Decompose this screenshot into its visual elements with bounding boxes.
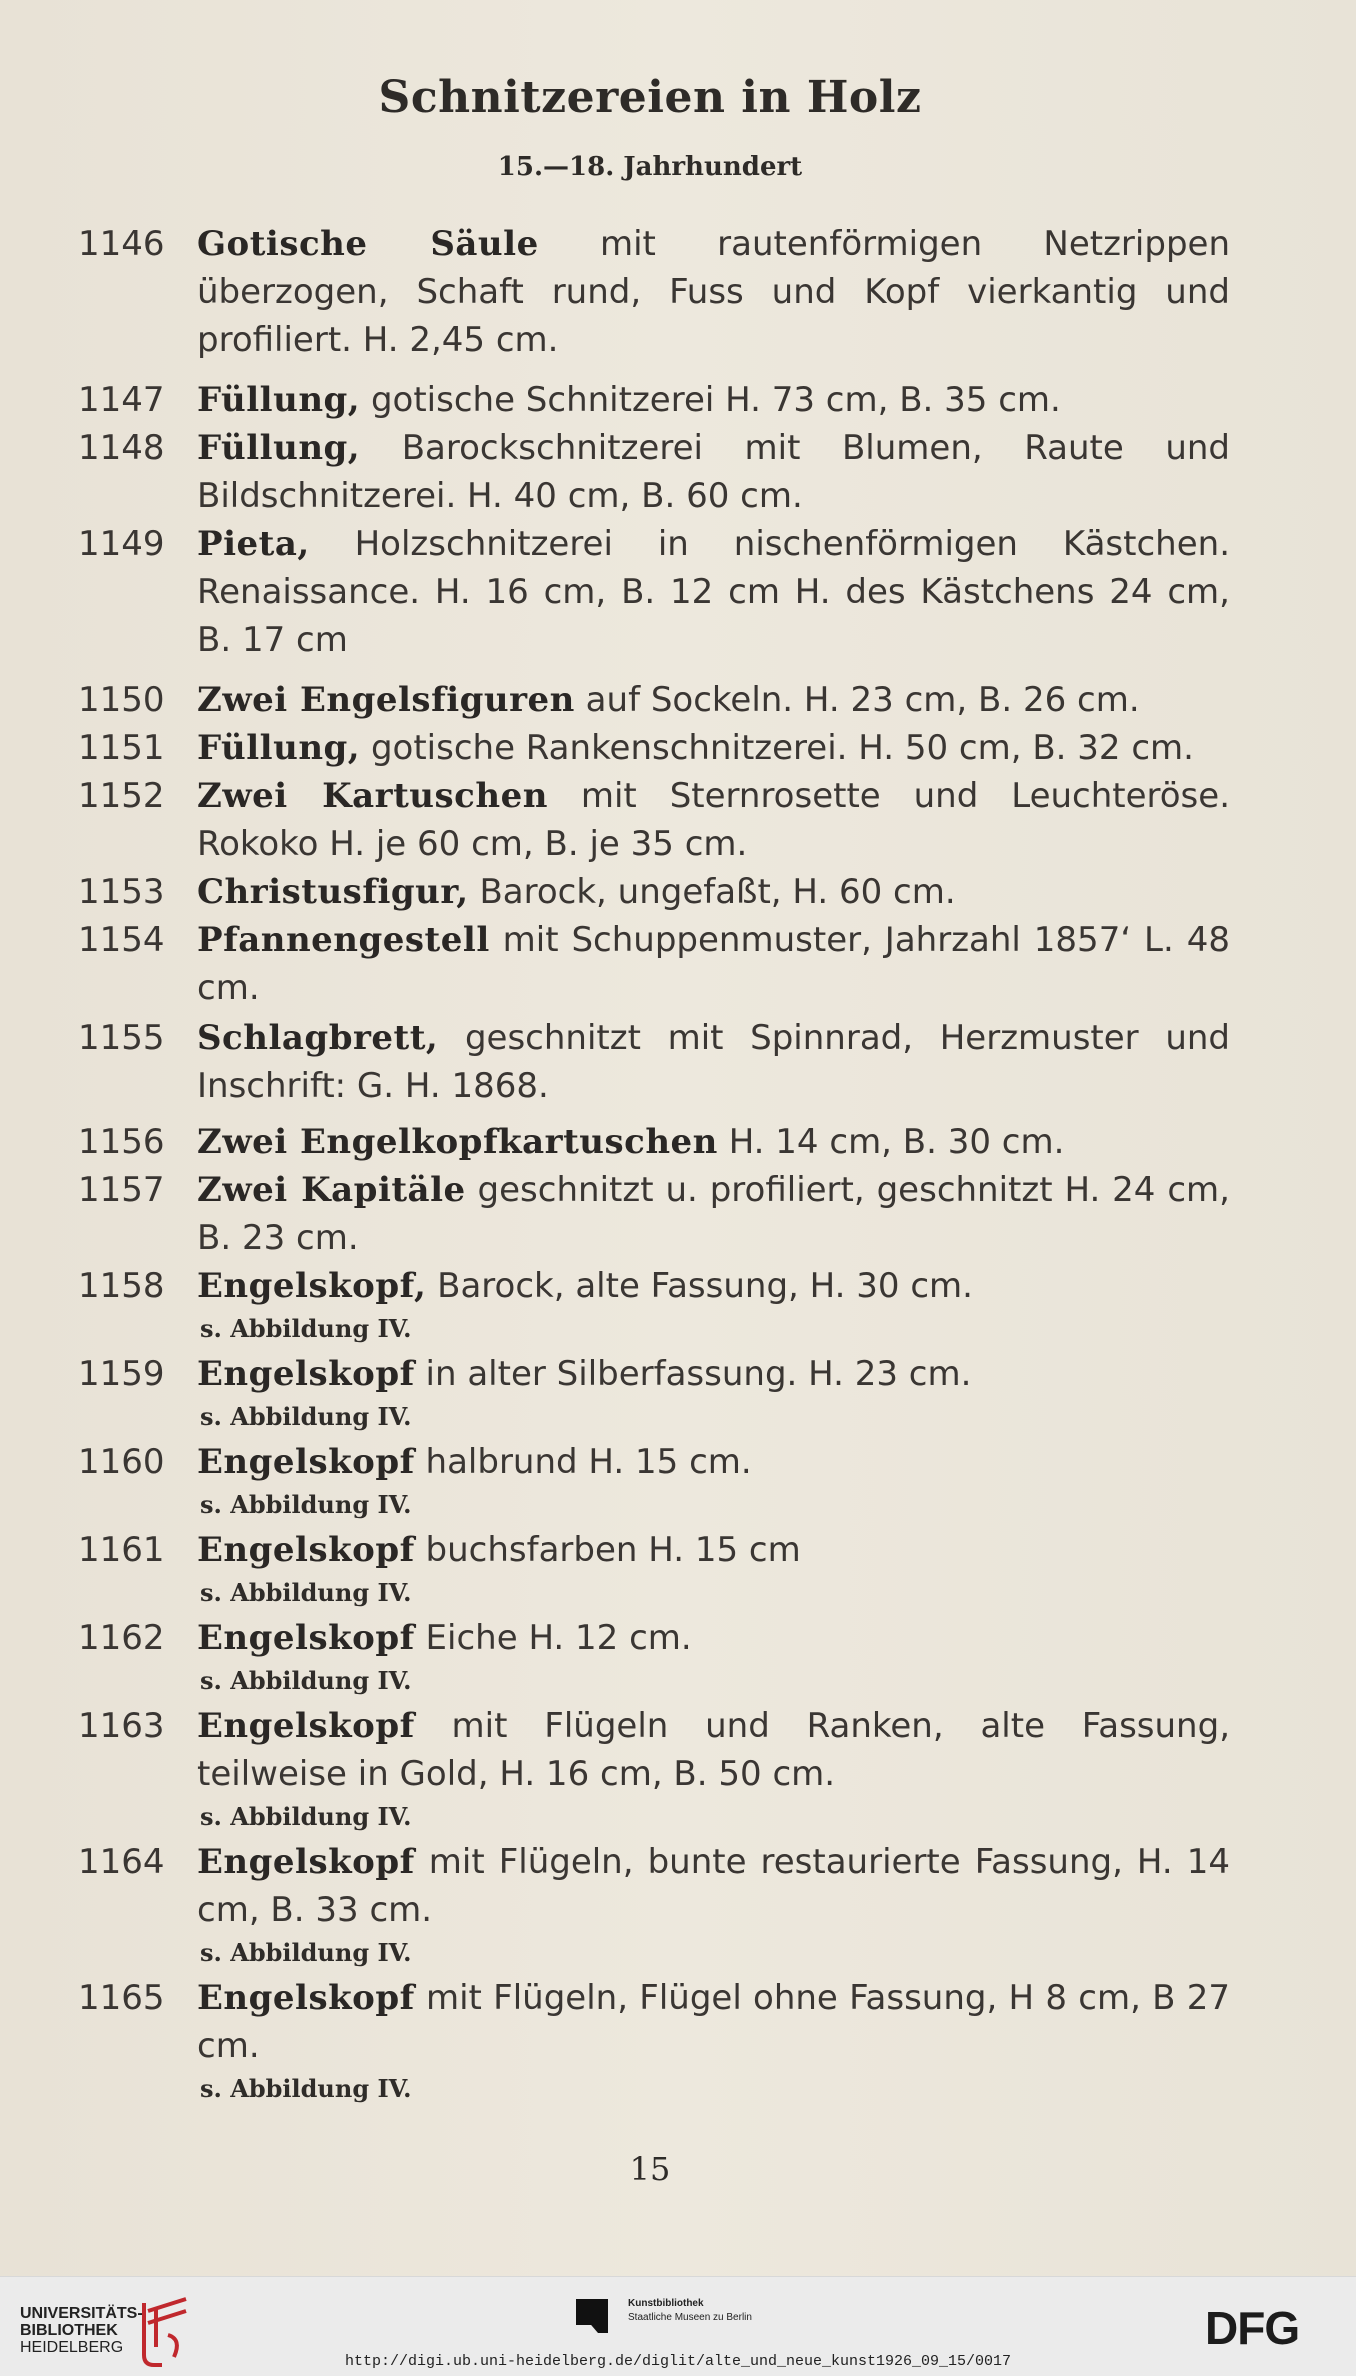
entry-number: 1156: [78, 1122, 165, 1162]
entry-description: [197, 1526, 1230, 1574]
entry-number: 1150: [78, 680, 165, 720]
entry-heading: Engelskopf: [197, 1978, 415, 2018]
entry-description: [197, 424, 1230, 520]
entry-number: 1164: [78, 1842, 165, 1882]
entry-number: 1151: [78, 728, 165, 768]
library-name-line: UNIVERSITÄTS-: [20, 2305, 143, 2322]
entry-text: mit Flügeln, bunte restaurierte Fassung, H. 14 cm, B. 33 cm.: [197, 1842, 1230, 1930]
entry-number: 1146: [78, 224, 165, 264]
entry-text: mit rautenförmigen Netzrippen überzogen, Schaft rund, Fuss und Kopf vierkantig und profiliert. H. 2,45 cm.: [197, 224, 1230, 360]
entry-description: [197, 1702, 1230, 1798]
entry-text: buchsfarben H. 15 cm: [414, 1530, 801, 1570]
entry-text: halbrund H. 15 cm.: [414, 1442, 752, 1482]
entry-heading: Engelskopf: [197, 1618, 415, 1658]
digitization-footer: [0, 2276, 1356, 2376]
entry-number: 1147: [78, 380, 165, 420]
entry-description: [197, 916, 1230, 1012]
entry-text: auf Sockeln. H. 23 cm, B. 26 cm.: [574, 680, 1140, 720]
entry-number: 1165: [78, 1978, 165, 2018]
entry-description: [197, 1166, 1230, 1262]
entry-heading: Engelskopf: [197, 1530, 415, 1570]
entry-description: [197, 1262, 1230, 1310]
entry-text: mit Sternrosette und Leuchteröse. Rokoko H. je 60 cm, B. je 35 cm.: [197, 776, 1231, 864]
entry-description: [197, 1974, 1230, 2070]
entry-text: geschnitzt mit Spinnrad, Herzmuster und Inschrift: G. H. 1868.: [197, 1018, 1230, 1106]
library-name: [20, 2305, 143, 2356]
figure-reference: s. Abbildung IV.: [200, 2074, 412, 2103]
entry-heading: Pieta,: [197, 524, 310, 564]
entry-description: [197, 868, 1230, 916]
library-name-line: HEIDELBERG: [20, 2339, 124, 2356]
entry-text: Barockschnitzerei mit Blumen, Raute und Bildschnitzerei. H. 40 cm, B. 60 cm.: [197, 428, 1230, 516]
entry-description: [197, 1438, 1230, 1486]
figure-reference: s. Abbildung IV.: [200, 1314, 412, 1343]
figure-reference: s. Abbildung IV.: [200, 1578, 412, 1607]
entry-description: [197, 520, 1230, 664]
entry-number: 1159: [78, 1354, 165, 1394]
entry-number: 1148: [78, 428, 165, 468]
figure-reference: s. Abbildung IV.: [200, 1402, 412, 1431]
entry-number: 1162: [78, 1618, 165, 1658]
entry-number: 1155: [78, 1018, 165, 1058]
entry-number: 1152: [78, 776, 165, 816]
entry-text: mit Schuppenmuster, Jahrzahl 1857‘ L. 48 cm.: [197, 920, 1230, 1008]
kunstbibliothek-name-line: Kunstbibliothek: [628, 2298, 704, 2309]
entry-heading: Zwei Kapitäle: [197, 1170, 466, 1210]
entry-heading: Pfannengestell: [197, 920, 490, 960]
entry-text: Holzschnitzerei in nischenförmigen Kästchen. Renaissance. H. 16 cm, B. 12 cm H. des Kästchens 24 cm, B. 17 cm: [197, 524, 1230, 660]
entry-heading: Engelskopf: [197, 1354, 415, 1394]
figure-reference: s. Abbildung IV.: [200, 1666, 412, 1695]
figure-reference: s. Abbildung IV.: [200, 1490, 412, 1519]
entry-heading: Zwei Engelkopfkartuschen: [197, 1122, 718, 1162]
entry-heading: Engelskopf,: [197, 1266, 427, 1306]
library-name-line: BIBLIOTHEK: [20, 2322, 118, 2339]
entry-heading: Füllung,: [197, 728, 361, 768]
page-number: 15: [629, 2150, 671, 2188]
entry-description: [197, 1118, 1230, 1166]
entry-description: [197, 772, 1230, 868]
entry-text: H. 14 cm, B. 30 cm.: [717, 1122, 1065, 1162]
entry-text: mit Flügeln und Ranken, alte Fassung, teilweise in Gold, H. 16 cm, B. 50 cm.: [197, 1706, 1230, 1794]
entry-number: 1161: [78, 1530, 165, 1570]
entry-heading: Christusfigur,: [197, 872, 469, 912]
entry-number: 1163: [78, 1706, 165, 1746]
entry-number: 1149: [78, 524, 165, 564]
dfg-logo: DFG: [1205, 2302, 1300, 2354]
entry-text: gotische Rankenschnitzerei. H. 50 cm, B. 32 cm.: [360, 728, 1194, 768]
entry-text: mit Flügeln, Flügel ohne Fassung, H 8 cm, B 27 cm.: [197, 1978, 1230, 2066]
entry-heading: Engelskopf: [197, 1706, 415, 1746]
entry-heading: Engelskopf: [197, 1842, 415, 1882]
entry-description: [197, 376, 1230, 424]
entry-number: 1157: [78, 1170, 165, 1210]
entry-heading: Füllung,: [197, 428, 361, 468]
entry-number: 1153: [78, 872, 165, 912]
entry-text: Barock, ungefaßt, H. 60 cm.: [468, 872, 956, 912]
page-subtitle: 15.—18. Jahrhundert: [497, 152, 803, 182]
entry-description: [197, 676, 1230, 724]
entry-number: 1160: [78, 1442, 165, 1482]
entry-description: [197, 1014, 1230, 1110]
entry-description: [197, 1838, 1230, 1934]
entry-description: [197, 1350, 1230, 1398]
entry-heading: Zwei Engelsfiguren: [197, 680, 575, 720]
figure-reference: s. Abbildung IV.: [200, 1802, 412, 1831]
entry-number: 1154: [78, 920, 165, 960]
entry-text: geschnitzt u. profiliert, geschnitzt H. 24 cm, B. 23 cm.: [197, 1170, 1230, 1258]
entry-text: Eiche H. 12 cm.: [414, 1618, 692, 1658]
page-title: Schnitzereien in Holz: [378, 72, 922, 123]
permalink-url[interactable]: http://digi.ub.uni-heidelberg.de/diglit/alte_und_neue_kunst1926_09_15/0017: [344, 2353, 1012, 2370]
entry-heading: Schlagbrett,: [197, 1018, 439, 1058]
entry-number: 1158: [78, 1266, 165, 1306]
entry-heading: Gotische Säule: [197, 224, 539, 264]
entry-heading: Engelskopf: [197, 1442, 415, 1482]
kunstbibliothek-name: [628, 2297, 752, 2325]
entry-text: in alter Silberfassung. H. 23 cm.: [414, 1354, 972, 1394]
kunstbibliothek-name-line: Staatliche Museen zu Berlin: [628, 2312, 752, 2323]
entry-description: [197, 220, 1230, 364]
entry-text: Barock, alte Fassung, H. 30 cm.: [426, 1266, 973, 1306]
entry-heading: Füllung,: [197, 380, 361, 420]
entry-description: [197, 724, 1230, 772]
entry-text: gotische Schnitzerei H. 73 cm, B. 35 cm.: [360, 380, 1061, 420]
entry-description: [197, 1614, 1230, 1662]
figure-reference: s. Abbildung IV.: [200, 1938, 412, 1967]
entry-heading: Zwei Kartuschen: [197, 776, 548, 816]
